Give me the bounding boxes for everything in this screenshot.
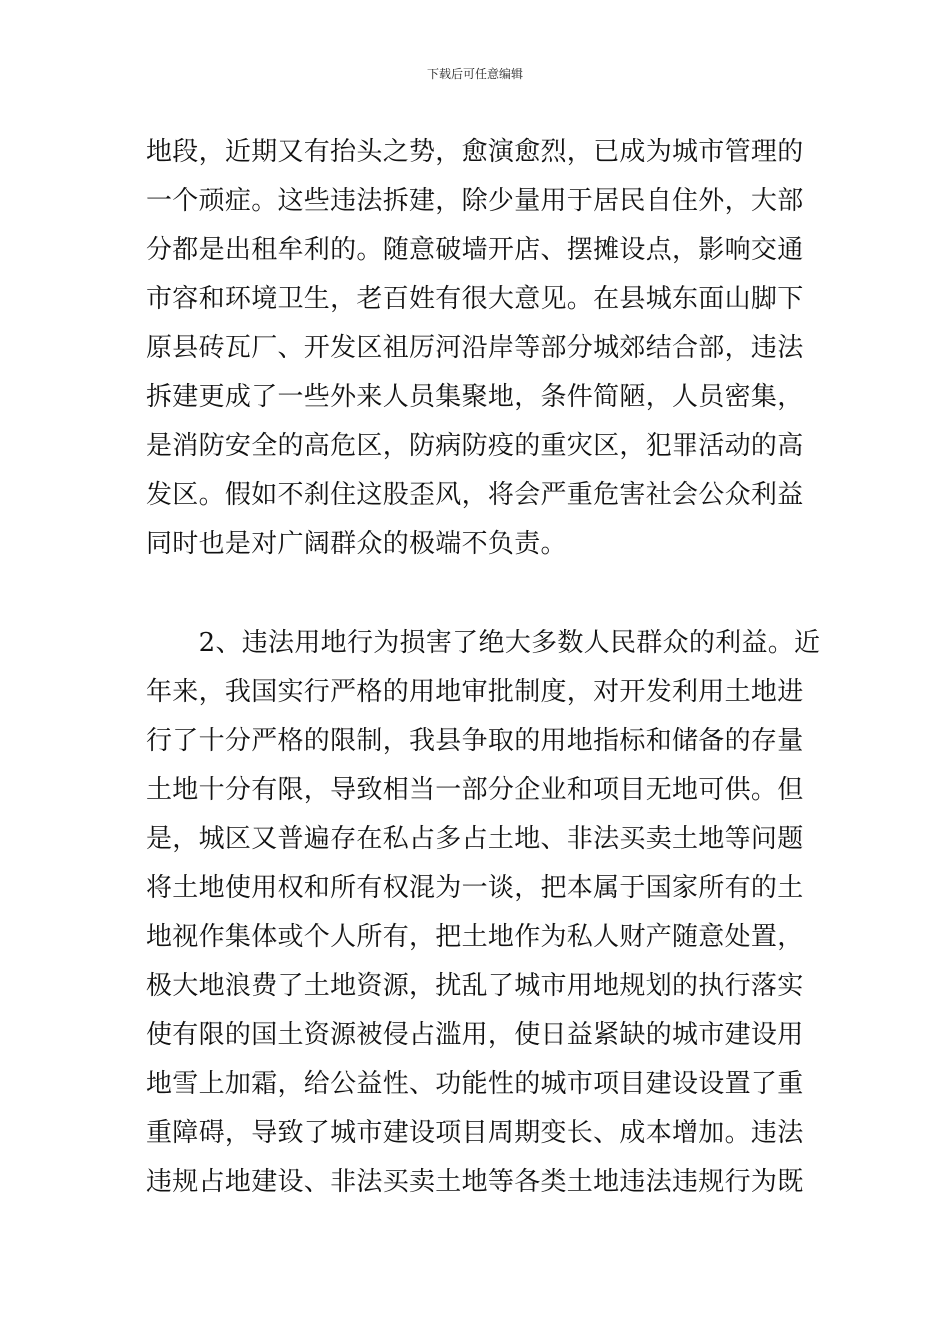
- text-line: 市容和环境卫生，老百姓有很大意见。在县城东面山脚下: [146, 284, 804, 314]
- text-line: 土地十分有限，导致相当一部分企业和项目无地可供。但: [146, 775, 804, 805]
- text-line: 一个顽症。这些违法拆建，除少量用于居民自住外，大部: [146, 186, 804, 216]
- text-line: 分都是出租牟利的。随意破墙开店、摆摊设点，影响交通: [146, 235, 804, 265]
- text-line: 将土地使用权和所有权混为一谈，把本属于国家所有的土: [146, 873, 804, 903]
- text-line: 发区。假如不刹住这股歪风，将会严重危害社会公众利益: [146, 480, 804, 510]
- text-line: 地段，近期又有抬头之势，愈演愈烈，已成为城市管理的: [146, 137, 804, 167]
- paragraph-spacer: [146, 569, 826, 619]
- text-line: 违规占地建设、非法买卖土地等各类土地违法违规行为既: [146, 1167, 804, 1197]
- text-line: 极大地浪费了土地资源，扰乱了城市用地规划的执行落实: [146, 971, 804, 1001]
- text-line: 是消防安全的高危区，防病防疫的重灾区，犯罪活动的高: [146, 431, 804, 461]
- text-line: 年来，我国实行严格的用地审批制度，对开发利用土地进: [146, 677, 804, 707]
- text-line: 地雪上加霜，给公益性、功能性的城市项目建设设置了重: [146, 1069, 804, 1099]
- text-line: 重障碍，导致了城市建设项目周期变长、成本增加。违法: [146, 1118, 804, 1148]
- text-line: 2、违法用地行为损害了绝大多数人民群众的利益。近: [146, 628, 821, 658]
- page-header: 下载后可任意编辑: [426, 67, 523, 81]
- document-body: [146, 128, 826, 1207]
- text-line: 同时也是对广阔群众的极端不负责。: [146, 529, 567, 559]
- text-line: 是，城区又普遍存在私占多占土地、非法买卖土地等问题: [146, 824, 804, 854]
- text-line: 原县砖瓦厂、开发区祖厉河沿岸等部分城郊结合部，违法: [146, 333, 804, 363]
- text-line: 使有限的国土资源被侵占滥用，使日益紧缺的城市建设用: [146, 1020, 804, 1050]
- text-line: 行了十分严格的限制，我县争取的用地指标和储备的存量: [146, 726, 804, 756]
- paragraph-1: [146, 128, 826, 569]
- text-line: 拆建更成了一些外来人员集聚地，条件简陋，人员密集，: [146, 382, 804, 412]
- text-line: 地视作集体或个人所有，把土地作为私人财产随意处置，: [146, 922, 804, 952]
- paragraph-2: [146, 619, 826, 1207]
